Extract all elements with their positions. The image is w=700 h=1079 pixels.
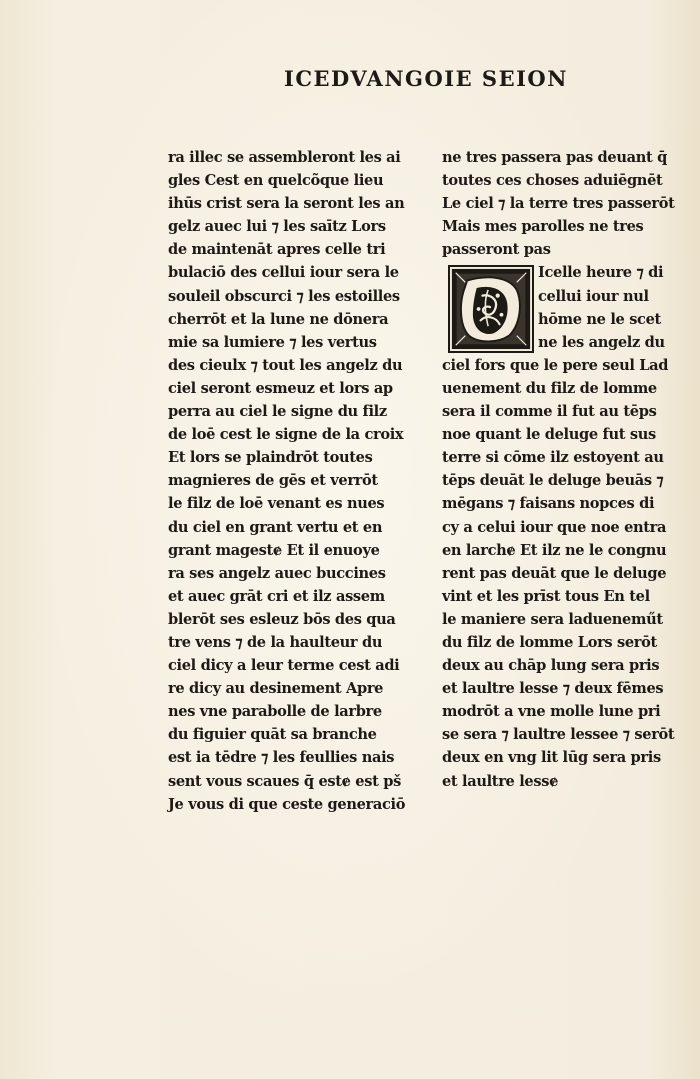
text-line: et laultre lessɇ (442, 772, 559, 790)
text-line: du figuier quāt sa branche (168, 726, 377, 744)
text-line: se sera ⁊ laultre lessee ⁊ serōt (442, 726, 675, 744)
right-column (442, 146, 700, 793)
text-line: gelz auec lui ⁊ les saītz Lors (168, 218, 386, 236)
text-line: ihūs crist sera la seront les an (168, 195, 405, 213)
text-line: et laultre lesse ⁊ deux fēmes (442, 680, 664, 698)
text-line: vint et les prīst tous En tel (442, 587, 650, 605)
text-line: le maniere sera ladueneműt (442, 610, 663, 628)
text-line: gles Cest en quelcõque lieu (168, 172, 384, 190)
text-line: cellui iour nul (538, 287, 649, 305)
text-line: sera il comme il fut au tēps (442, 403, 657, 421)
text-line: deux au chāp lung sera pris (442, 657, 660, 675)
text-line: magnieres de gēs et verrōt (168, 472, 378, 490)
text-line: Mais mes parolles ne tres (442, 218, 644, 236)
text-line: cherrōt et la lune ne dōnera (168, 310, 389, 328)
text-line: perra au ciel le signe du filz (168, 403, 387, 421)
text-line: du ciel en grant vertu et en (168, 518, 383, 536)
running-head: ICEDVANGOIE SEION (284, 66, 568, 91)
text-line: rent pas deuāt que le deluge (442, 564, 667, 582)
text-line: blerōt ses esleuz bōs des qua (168, 610, 396, 628)
text-line: noe quant le deluge fut sus (442, 426, 656, 444)
text-line: hōme ne le scet (538, 310, 661, 328)
text-line: deux en vng lit lūg sera pris (442, 749, 661, 767)
text-line: modrōt a vne molle lune pri (442, 703, 661, 721)
text-line: Le ciel ⁊ la terre tres passerōt (442, 195, 675, 213)
text-line: passeront pas (442, 241, 551, 259)
text-line: le filz de loē venant es nues (168, 495, 385, 513)
text-line: ne tres passera pas deuant q̄ (442, 149, 667, 166)
text-line: Et lors se plaindrōt toutes (168, 449, 373, 467)
left-column (168, 146, 408, 816)
text-line: cy a celui iour que noe entra (442, 518, 667, 536)
text-line: mie sa lumiere ⁊ les vertus (168, 333, 377, 351)
text-line: ra ses angelz auec buccines (168, 564, 386, 582)
decorated-initial-icon (448, 265, 534, 353)
text-line: de loē cest le signe de la croix (168, 426, 404, 444)
text-line: ciel dicy a leur terme cest adi (168, 657, 400, 675)
text-line: grant magestɇ Et il enuoye (168, 541, 380, 559)
text-line: ciel seront esmeuz et lors ap (168, 379, 393, 397)
text-line: bulaciō des cellui iour sera le (168, 264, 399, 282)
text-line: Icelle heure ⁊ di (538, 264, 664, 282)
text-line: re dicy au desinement Apre (168, 680, 384, 698)
text-line: souleil obscurci ⁊ les estoilles (168, 287, 400, 305)
text-line: Je vous di que ceste generaciō (168, 795, 406, 813)
text-line: mēgans ⁊ faisans nopces di (442, 495, 655, 513)
text-line: nes vne parabolle de larbre (168, 703, 382, 721)
text-line: uenement du filz de lomme (442, 379, 657, 397)
text-line: terre si cōme ilz estoyent au (442, 449, 664, 467)
text-line: en larchɇ Et ilz ne le congnu (442, 541, 667, 559)
text-line: ciel fors que le pere seul Lad (442, 356, 669, 374)
text-line: est ia tēdre ⁊ les feullies nais (168, 749, 395, 767)
text-line: et auec grāt cri et ilz assem (168, 587, 385, 605)
text-line: ne les angelz du (538, 333, 665, 351)
text-line: de maintenāt apres celle tri (168, 241, 386, 259)
text-line: tre vens ⁊ de la haulteur du (168, 633, 383, 651)
text-line: des cieulx ⁊ tout les angelz du (168, 356, 403, 374)
text-line: tēps deuāt le deluge beuās ⁊ (442, 472, 664, 490)
text-line: ra illec se assembleront les ai (168, 149, 401, 166)
text-line: sent vous scaues q̄ estɇ est pš (168, 772, 401, 790)
text-line: du filz de lomme Lors serōt (442, 633, 657, 651)
text-line: toutes ces choses aduiēgnēt (442, 172, 663, 190)
